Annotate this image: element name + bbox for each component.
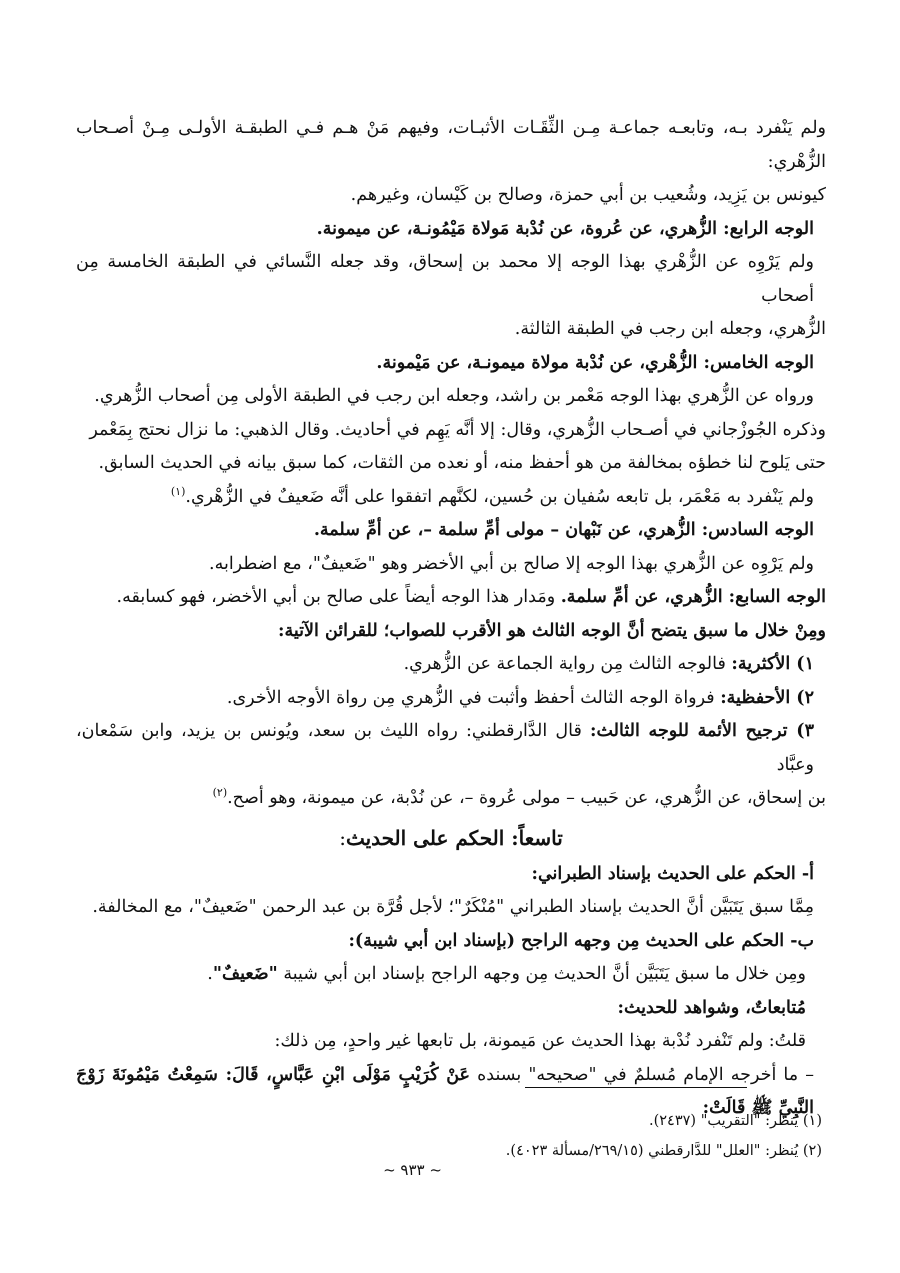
section-title-text: : الحكم على الحديث — [345, 825, 519, 850]
section-title — [76, 818, 826, 858]
body-text: ومَدار هذا الوجه أيضاً على صالح بن أبي الأخضر، فهو كسابقه. — [116, 587, 561, 607]
list-item-text: فرواة الوجه الثالث أحفظ وأثبت في الزُّهري مِن رواة الأوجه الأخرى. — [226, 687, 721, 708]
body-text: ومِن خلال ما سبق يَتَبَيَّن أنَّ الحديث مِن وجهه الراجح بإسناد ابن أبي شيبة — [277, 964, 806, 984]
list-item — [76, 715, 826, 782]
body-line — [76, 581, 826, 615]
subheading-sixth-aspect: الوجه السادس: الزُّهري، عن نَبْهان – مولى أمِّ سلمة –، عن أمِّ سلمة. — [313, 520, 814, 540]
body-text: . — [207, 964, 213, 984]
body-line: حتى يَلوح لنا خطؤه بمخالفة من هو أحفظ منه، أو نعده من الثقات، كما سبق بيانه في الحديث السابق. — [98, 453, 826, 473]
body-line: ورواه عن الزُّهري بهذا الوجه مَعْمر بن راشد، وجعله ابن رجب في الطبقة الأولى مِن أصحاب الزُّهري. — [94, 386, 814, 406]
body-text: بن إسحاق، عن الزُّهري، عن حَبيب – مولى عُروة –، عن نُدْبة، عن ميمونة، وهو أصح. — [227, 788, 826, 808]
subheading-fourth-aspect: الوجه الرابع: الزُّهري، عن عُروة، عن نُدْبة مَولاة مَيْمُونـة، عن ميمونة. — [316, 218, 814, 239]
body-line: قلتُ: ولم تَنْفرد نُدْبة بهذا الحديث عن مَيمونة، بل تابعها غير واحدٍ، مِن ذلك: — [274, 1031, 806, 1051]
hadith-quote: عَنْ كُرَيْبٍ مَوْلَى ابْنِ عَبَّاسٍ، قَالَ: سَمِعْتُ مَيْمُونَةَ زَوْجَ النَّبِيِّ ﷺ قَالَتْ: — [76, 1064, 814, 1118]
list-item-label: ٢) الأحفظية: — [720, 687, 814, 708]
body-line — [76, 782, 826, 816]
footnote-2: (٢) يُنظر: "العلل" للدَّارقطني (٢٦٩/١٥/مسألة ٤٠٢٣). — [505, 1143, 822, 1159]
body-line: وذكره الجُوزْجاني في أصـحاب الزُّهري، وقال: إلا أنَّه يَهِم في أحاديث. وقال الذهبي: ما نزال نحتج بِمَعْمر — [89, 419, 826, 440]
subheading-fifth-aspect: الوجه الخامس: الزُّهْري، عن نُدْبة مولاة ميمونـة، عن مَيْمونة. — [376, 352, 814, 373]
body-text: ولم يَنْفرد به مَعْمَر، بل تابعه سُفيان بن حُسين، لكنَّهم اتفقوا على أنَّه ضَعيفٌ في الزُّهْري. — [185, 486, 814, 507]
footnotes — [76, 1106, 822, 1166]
footnote-1: (١) يُنظر: "التقريب" (٢٤٣٧). — [648, 1113, 822, 1129]
body-line: الزُّهري، وجعله ابن رجب في الطبقة الثالثة. — [514, 319, 826, 339]
page-body — [76, 112, 826, 1126]
footnote-ref-1[interactable]: (١) — [170, 484, 186, 498]
list-item — [76, 682, 826, 716]
body-line: مِمَّا سبق يَتَبَيَّن أنَّ الحديث بإسناد الطبراني "مُنْكَرٌ"؛ لأجل قُرَّة بن عبد الرحمن "ضَعيفٌ"، مع المخالفة. — [92, 897, 814, 917]
body-text: – ما أخرجه الإمام مُسلمٌ في "صحيحه" بسنده — [469, 1064, 814, 1085]
footnote-separator — [525, 1087, 747, 1088]
page-number: ~ ٩٣٣ ~ — [383, 1161, 442, 1179]
body-line: ولم يَرْوِه عن الزُّهري بهذا الوجه إلا صالح بن أبي الأخضر وهو "ضَعيفٌ"، مع اضطرابه. — [209, 553, 814, 574]
conclusion-heading: ومِنْ خلال ما سبق يتضح أنَّ الوجه الثالث هو الأقرب للصواب؛ للقرائن الآتية: — [278, 620, 826, 641]
subheading-a: أ- الحكم على الحديث بإسناد الطبراني: — [531, 863, 814, 884]
subheading-seventh-aspect: الوجه السابع: الزُّهري، عن أمِّ سلمة. — [560, 587, 826, 607]
list-item-label: ٣) ترجيح الأئمة للوجه الثالث: — [590, 721, 814, 741]
list-item — [76, 648, 826, 682]
body-line: ولم يَرْوِه عن الزُّهْري بهذا الوجه إلا محمد بن إسحاق، وقد جعله النَّسائي في الطبقة الخامسة مِن أصحاب — [76, 252, 814, 306]
list-item-text: فالوجه الثالث مِن رواية الجماعة عن الزُّهري. — [403, 654, 732, 674]
body-line: ولم يَنْفرد بـه، وتابعـه جماعـة مِـن الثِّقَـات الأثبـات، وفيهم مَنْ هـم فـي الطبقـة الأولـى مِـنْ أصـحاب الزُّهْري: — [76, 118, 826, 172]
body-line — [76, 481, 826, 515]
body-line — [76, 958, 826, 992]
subheading-b: ب- الحكم على الحديث مِن وجهه الراجح (بإسناد ابن أبي شيبة): — [348, 930, 814, 951]
section-title-colon: : — [339, 825, 346, 850]
subheading-mutabaat: مُتابعاتٌ، وشواهد للحديث: — [617, 997, 806, 1018]
verdict-text: "ضَعيفٌ" — [212, 964, 278, 984]
list-item-text: قال الدَّارقطني: رواه الليث بن سعد، ويُونس بن يزيد، وابن سَمْعان، وعبَّاد — [76, 721, 814, 775]
footnote-ref-2[interactable]: (٢) — [212, 786, 228, 800]
body-line: كيونس بن يَزِيد، وشُعيب بن أبي حمزة، وصالح بن كَيْسان، وغيرهم. — [350, 185, 826, 205]
section-title-ordinal: تاسعاً — [518, 825, 563, 850]
list-item-label: ١) الأكثرية: — [731, 654, 814, 674]
